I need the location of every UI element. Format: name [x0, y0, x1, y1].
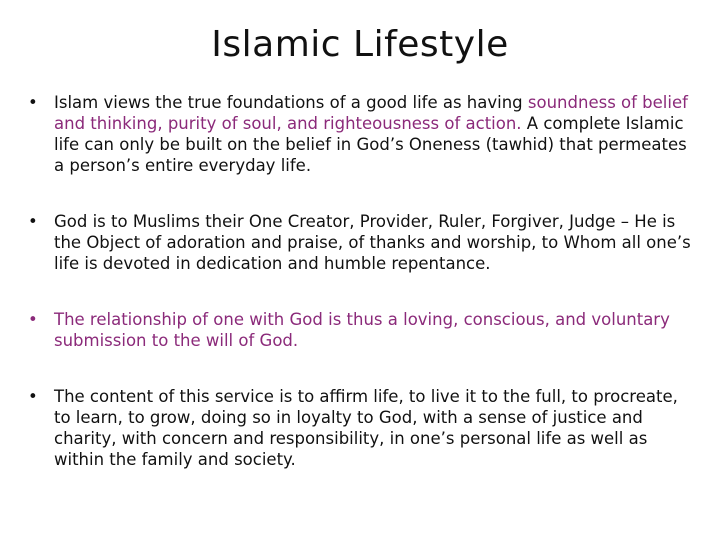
bullet-item-foundations	[28, 92, 698, 176]
bullet-marker: •	[28, 93, 38, 112]
bullet-marker: •	[28, 387, 38, 406]
bullet-list	[28, 92, 698, 505]
bullet-highlight: The relationship of one with God is thus a loving, conscious, and voluntary submission to the will of God.	[54, 310, 670, 350]
bullet-marker: •	[28, 212, 38, 231]
bullet-text: God is to Muslims their One Creator, Provider, Ruler, Forgiver, Judge – He is the Object of adoration and praise, of thanks and worship, to Whom all one’s life is devoted in dedication and humble repentance.	[54, 212, 691, 273]
bullet-marker: •	[28, 310, 38, 329]
bullet-highlight: soundness of belief and thinking, purity of soul, and righteousness of action.	[54, 93, 688, 133]
bullet-text: The content of this service is to affirm life, to live it to the full, to procreate, to learn, to grow, doing so in loyalty to God, with a sense of justice and charity, with concern and responsibility, in one’s personal life as well as within the family and society.	[54, 387, 678, 469]
bullet-text-after: A complete Islamic life can only be built on the belief in God’s Oneness (tawhid) that permeates a person’s entire everyday life.	[54, 114, 687, 175]
bullet-item-relationship	[28, 309, 698, 351]
slide-title: Islamic Lifestyle	[211, 24, 509, 65]
bullet-text-before: Islam views the true foundations of a good life as having	[54, 93, 528, 112]
bullet-item-service	[28, 386, 698, 470]
bullet-item-god	[28, 211, 698, 274]
